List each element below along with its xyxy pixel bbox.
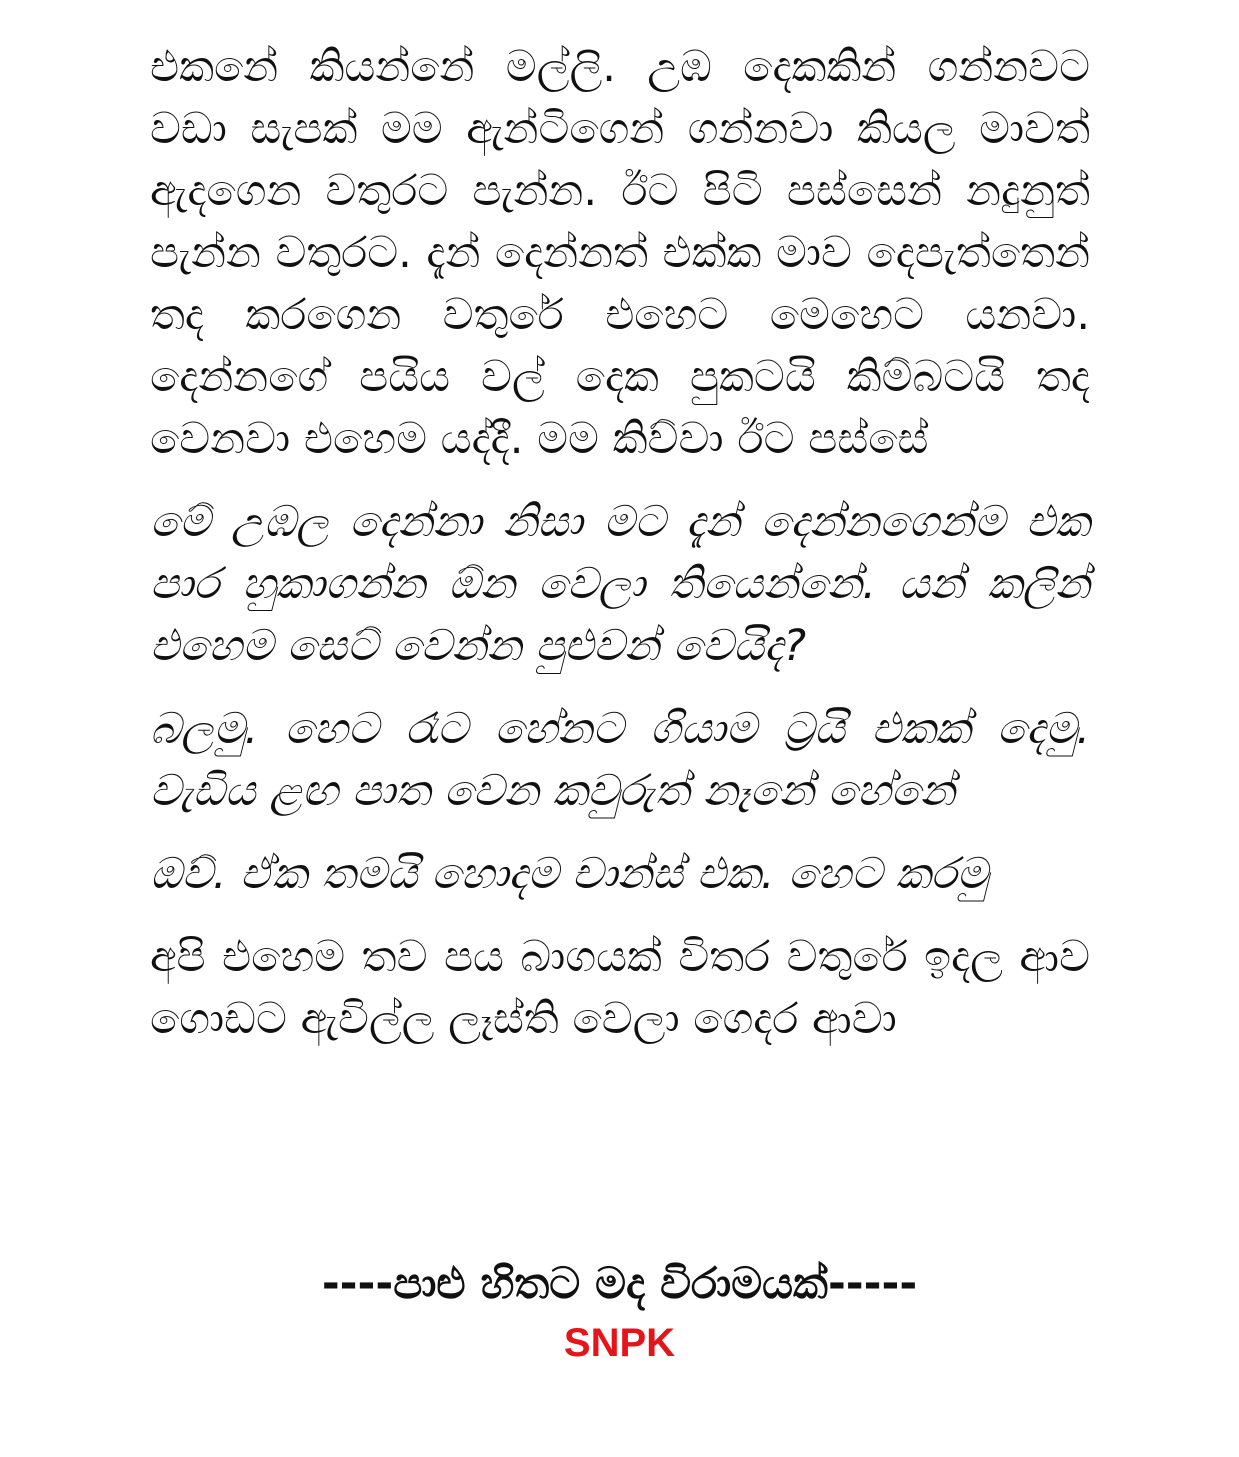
story-paragraph-3: බලමු. හෙට රෑට හේනට ගියාම ට්‍රයි එකක් දෙමු. වැඩිය ළඟ පාත වෙන කවුරුත් නෑනේ හේනේ [150,704,1090,816]
story-paragraph-1: එකනේ කියන්නේ මල්ලි. උඹ දෙකකින් ගන්නවට වඩා සැපක් මම ඇන්ටිගෙන් ගන්නවා කියල මාවත් ඇදගෙන වතුරට පැන්න. ඊට පිටි පස්සෙන් නදුනුත් පැන්න වතුරට. දැන් දෙන්නත් එක්ක මාව දෙපැත්තෙන් තද කරගෙන වතුරේ එහෙට මෙහෙට යනවා. දෙන්නගේ පයිය වල් දෙක පුකටයි කිම්බටයි තද වෙනවා එහෙම යද්දී. මම කිව්වා ඊට පස්සේ [150,42,1090,464]
story-body [150,36,1090,1071]
author-signature: SNPK [563,1321,676,1365]
story-paragraph-2: මේ උඹල දෙන්නා නිසා මට දැන් දෙන්නගෙන්ම එක පාර හුකාගන්න ඕන වෙලා තියෙන්නේ. යන් කලින් එහෙම සෙට් වෙන්න පුළුවන් වෙයිද? [150,497,1090,671]
story-paragraph-5: අපි එහෙම තව පය බාගයක් විතර වතුරේ ඉදල ආව ගොඩට ඇවිල්ල ලෑස්ති වෙලා ගෙදර ආවා [150,932,1090,1044]
series-title: ----පාළු හිතට මද විරාමයක්----- [321,1259,918,1309]
story-paragraph-4: ඔව්. ඒක තමයි හොදම චාන්ස් එක. හෙට කරමු [150,849,988,899]
